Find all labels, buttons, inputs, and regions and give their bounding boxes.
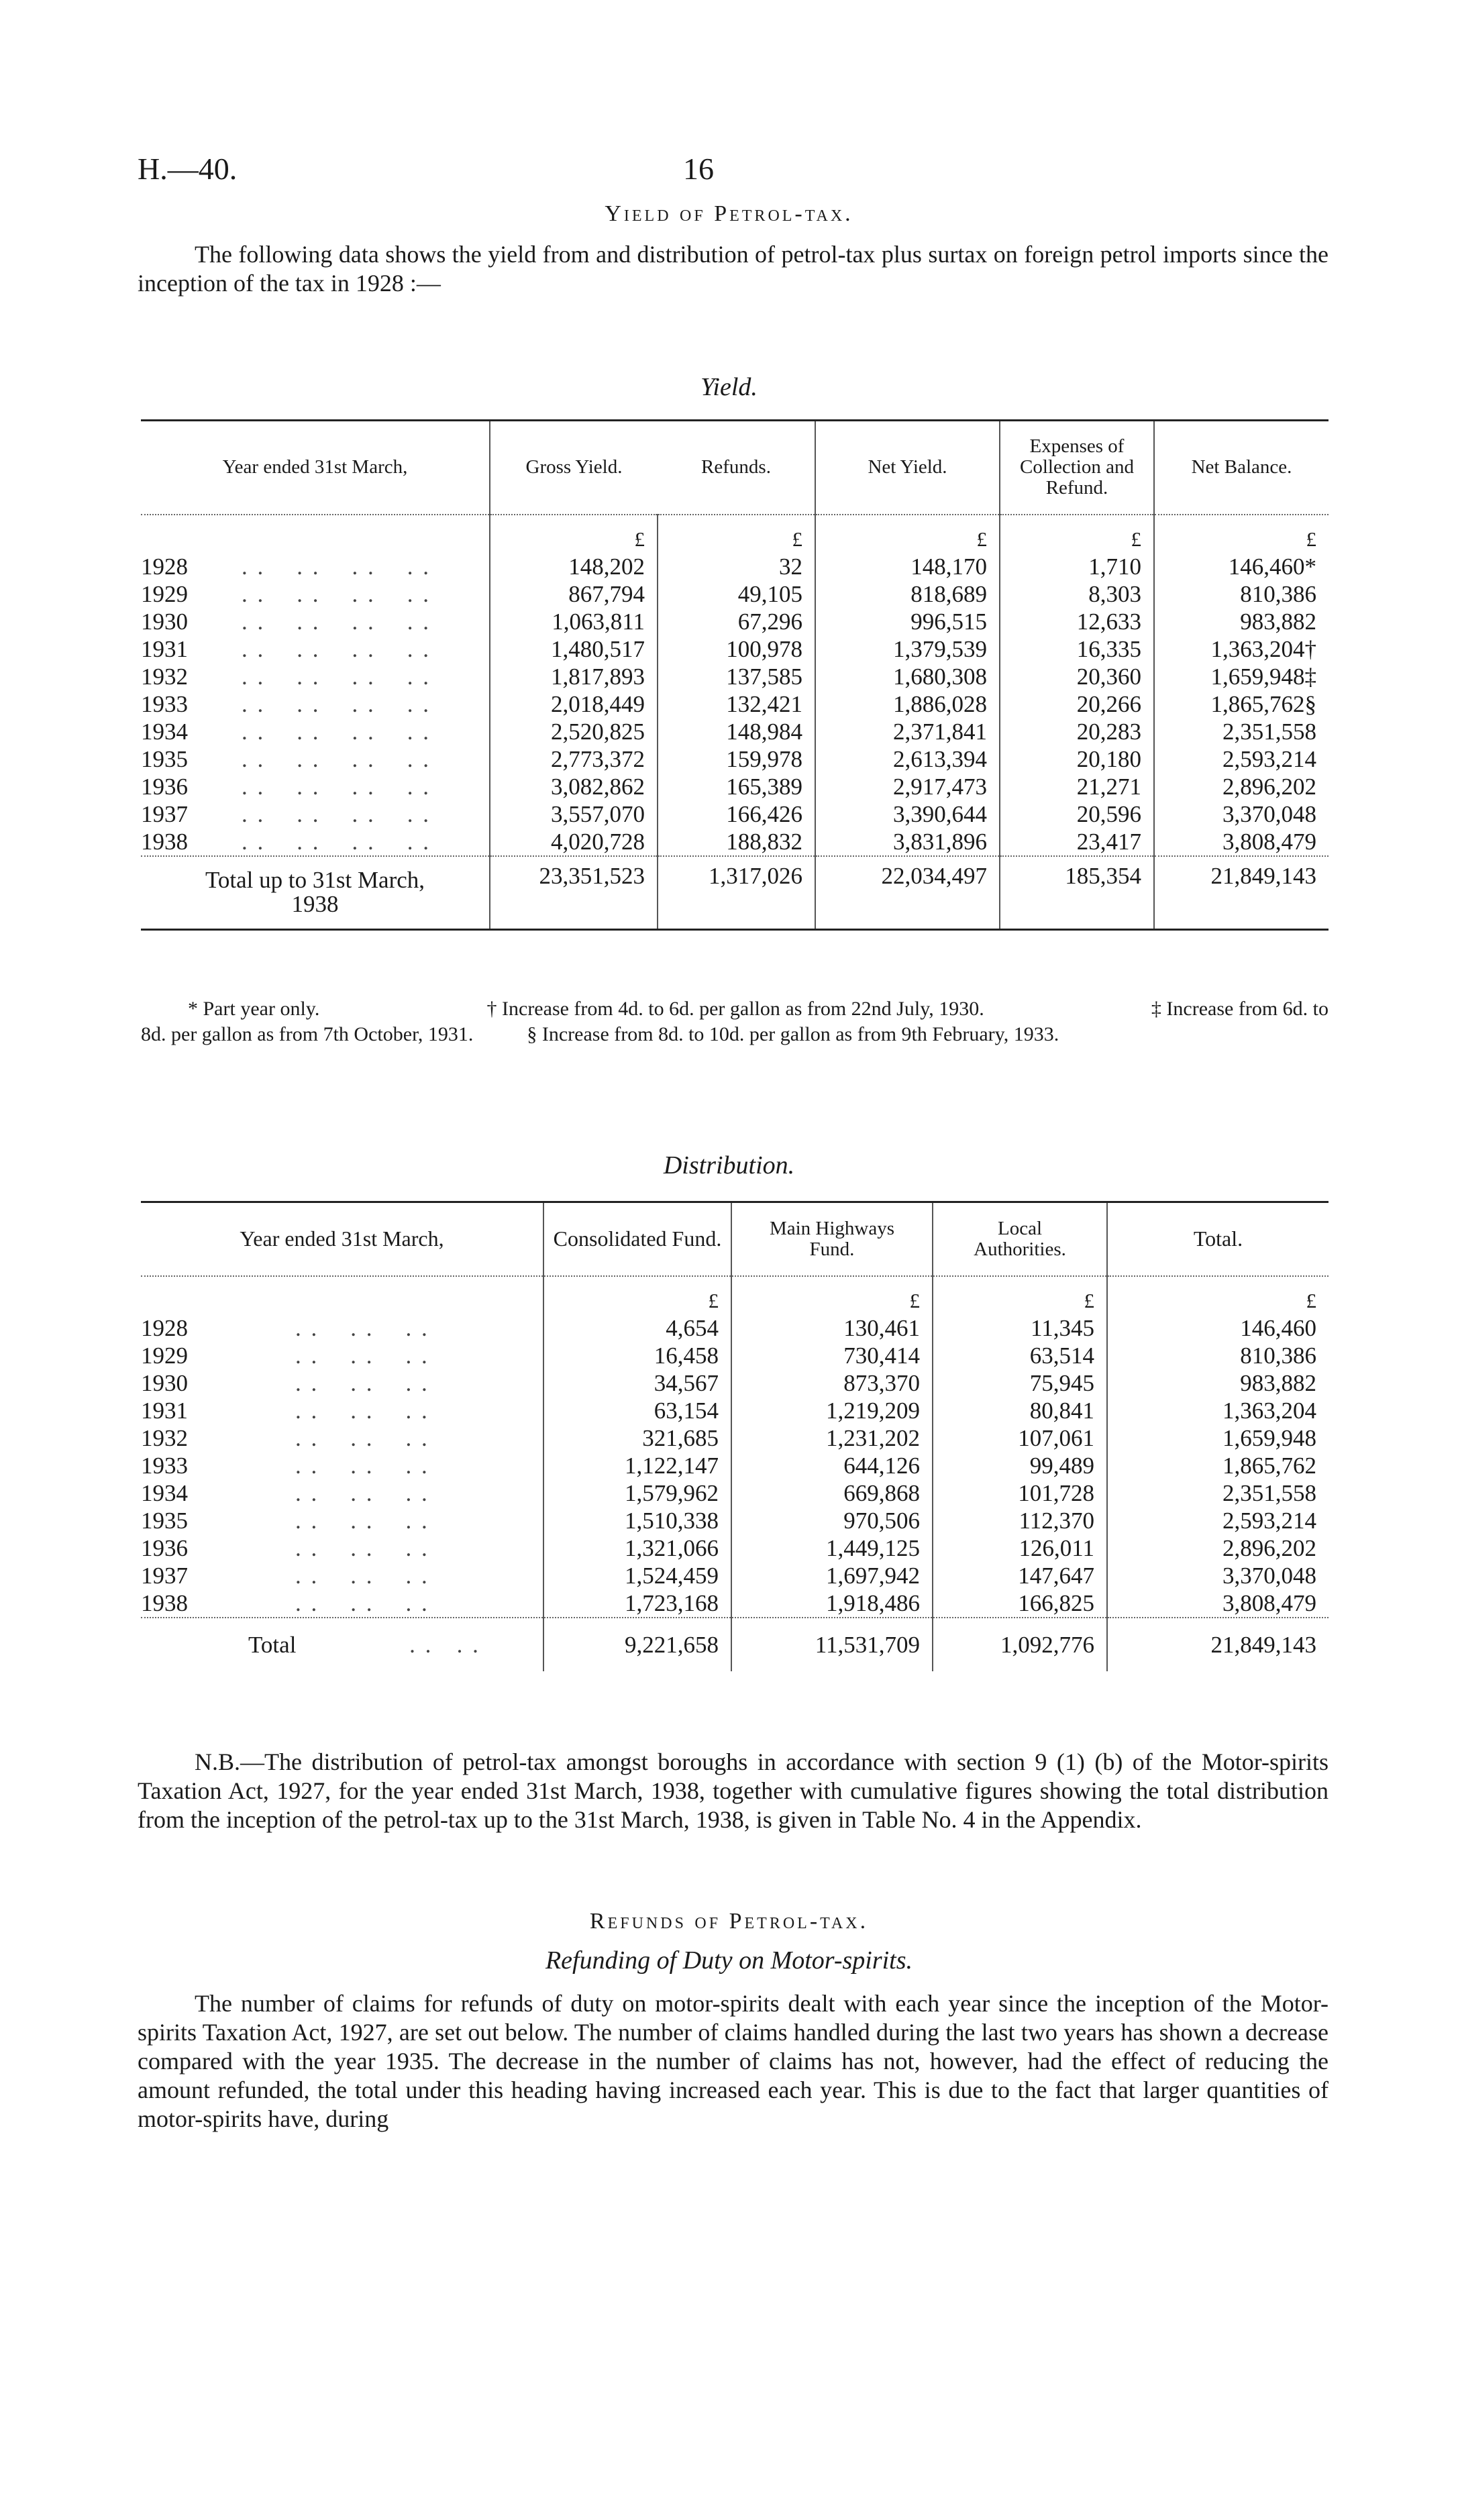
dist-row-year-cell: 1932 . . . . . . [141, 1424, 429, 1451]
dist-cell-total: 3,808,479 [1107, 1589, 1329, 1618]
dist-cell-highways: 1,449,125 [731, 1534, 933, 1562]
yield-cell-gross: 1,817,893 [490, 663, 658, 690]
dist-cell-local: 101,728 [933, 1479, 1107, 1507]
yield-row-year-cell: 1932 . . . . . . . . [141, 663, 431, 690]
currency-symbol: £ [490, 515, 658, 553]
yield-row [141, 745, 1329, 773]
dist-cell-highways: 1,231,202 [731, 1424, 933, 1452]
yield-cell-refunds: 165,389 [658, 773, 815, 800]
yield-total-label-line2: 1938 [291, 891, 339, 918]
dist-row-year-cell: 1931 . . . . . . [141, 1397, 429, 1424]
refunds-subtitle: Refunding of Duty on Motor-spirits. [545, 1946, 913, 1975]
dist-row-year: 1935 [141, 1507, 188, 1534]
dist-row-year: 1938 [141, 1589, 188, 1616]
dist-row-year-cell: 1934 . . . . . . [141, 1479, 429, 1506]
refunds-paragraph: The number of claims for refunds of duty on motor-spirits dealt with each year since the inception of the Motor-spirits Taxation Act, 1927, are set out below. The number of claims handled during the last two years has shown a decrease compared with the year 1935. The decrease in the number of claims has not, however, had the effect of reducing the amount refunded, the total under this heading having increased each year. This is due to the fact that larger quantities of motor-spirits have, during [138, 1990, 1329, 2132]
yield-row-year: 1931 [141, 635, 188, 662]
yield-row-year: 1936 [141, 773, 188, 800]
dist-row [141, 1507, 1329, 1534]
yield-cell-net: 2,613,394 [815, 745, 1000, 773]
yield-row-year-cell: 1938 . . . . . . . . [141, 828, 431, 855]
dist-cell-total: 2,593,214 [1107, 1507, 1329, 1534]
yield-cell-gross: 148,202 [490, 553, 658, 580]
dist-col-year: Year ended 31st March, [240, 1226, 444, 1251]
page-number: 16 [683, 152, 714, 186]
footnote-increase-1931-a: ‡ Increase from 6d. to [1151, 998, 1329, 1020]
dist-cell-local: 147,647 [933, 1562, 1107, 1589]
yield-cell-expenses: 20,266 [1000, 690, 1154, 718]
yield-row [141, 828, 1329, 856]
dist-row [141, 1314, 1329, 1342]
yield-cell-refunds: 49,105 [658, 580, 815, 608]
yield-row [141, 608, 1329, 635]
yield-row [141, 773, 1329, 800]
dist-row-year-cell: 1936 . . . . . . [141, 1534, 429, 1561]
yield-row [141, 553, 1329, 580]
dist-cell-highways: 669,868 [731, 1479, 933, 1507]
yield-cell-balance: 1,865,762§ [1154, 690, 1329, 718]
dist-cell-local: 99,489 [933, 1452, 1107, 1479]
dist-col-consolidated: Consolidated Fund. [543, 1202, 731, 1276]
yield-cell-balance: 2,896,202 [1154, 773, 1329, 800]
dist-cell-consolidated: 34,567 [543, 1369, 731, 1397]
yield-cell-refunds: 159,978 [658, 745, 815, 773]
dist-cell-local: 75,945 [933, 1369, 1107, 1397]
yield-cell-net: 996,515 [815, 608, 1000, 635]
dist-cell-local: 112,370 [933, 1507, 1107, 1534]
yield-cell-net: 3,390,644 [815, 800, 1000, 828]
currency-symbol: £ [815, 515, 1000, 553]
yield-subtitle: Yield. [700, 373, 758, 401]
currency-symbol: £ [1154, 515, 1329, 553]
dist-row [141, 1452, 1329, 1479]
dist-row-year-cell: 1930 . . . . . . [141, 1369, 429, 1396]
dist-row [141, 1479, 1329, 1507]
dist-cell-local: 80,841 [933, 1397, 1107, 1424]
yield-cell-balance: 810,386 [1154, 580, 1329, 608]
yield-cell-refunds: 148,984 [658, 718, 815, 745]
dist-cell-consolidated: 1,510,338 [543, 1507, 731, 1534]
yield-cell-expenses: 23,417 [1000, 828, 1154, 856]
distribution-note: N.B.—The distribution of petrol-tax amongst boroughs in accordance with section 9 (1) (b) of the Motor-spirits Taxation Act, 1927, for the year ended 31st March, 1938, together with cumulative figures showing the total distribution from the inception of the petrol-tax up to the 31st March, 1938, is given in Table No. 4 in the Appendix. [138, 1748, 1329, 1833]
dist-cell-local: 107,061 [933, 1424, 1107, 1452]
yield-total-label-line1: Total up to 31st March, [205, 867, 425, 894]
dist-cell-consolidated: 1,524,459 [543, 1562, 731, 1589]
dist-cell-total: 1,363,204 [1107, 1397, 1329, 1424]
dist-cell-local: 166,825 [933, 1589, 1107, 1618]
yield-cell-net: 2,371,841 [815, 718, 1000, 745]
yield-cell-expenses: 20,283 [1000, 718, 1154, 745]
dist-cell-total: 2,896,202 [1107, 1534, 1329, 1562]
yield-cell-refunds: 188,832 [658, 828, 815, 856]
yield-row-year-cell: 1933 . . . . . . . . [141, 690, 431, 717]
yield-row [141, 635, 1329, 663]
dist-row-year: 1937 [141, 1562, 188, 1589]
yield-cell-balance: 983,882 [1154, 608, 1329, 635]
yield-total-net: 22,034,497 [815, 856, 1000, 930]
dist-cell-highways: 1,918,486 [731, 1589, 933, 1618]
yield-row-year: 1933 [141, 690, 188, 717]
dist-row [141, 1424, 1329, 1452]
dist-cell-total: 1,865,762 [1107, 1452, 1329, 1479]
dist-cell-total: 3,370,048 [1107, 1562, 1329, 1589]
dist-cell-total: 983,882 [1107, 1369, 1329, 1397]
yield-cell-gross: 3,082,862 [490, 773, 658, 800]
currency-symbol: £ [658, 515, 815, 553]
dist-row-year-cell: 1938 . . . . . . [141, 1589, 429, 1616]
yield-cell-balance: 3,808,479 [1154, 828, 1329, 856]
yield-footnotes [141, 996, 1329, 1047]
yield-cell-balance: 2,351,558 [1154, 718, 1329, 745]
dist-row-year-cell: 1928 . . . . . . [141, 1314, 429, 1341]
dist-cell-consolidated: 1,321,066 [543, 1534, 731, 1562]
footnote-increase-1930: † Increase from 4d. to 6d. per gallon as from 22nd July, 1930. [486, 998, 984, 1020]
yield-cell-expenses: 8,303 [1000, 580, 1154, 608]
dist-cell-consolidated: 16,458 [543, 1342, 731, 1369]
currency-symbol: £ [1107, 1276, 1329, 1314]
footnote-part-year: * Part year only. [188, 998, 320, 1020]
dist-row-year: 1934 [141, 1479, 188, 1506]
refunds-section-title: Refunds of Petrol-tax. [589, 1909, 869, 1934]
yield-total-expenses: 185,354 [1000, 856, 1154, 930]
dist-cell-highways: 1,697,942 [731, 1562, 933, 1589]
distribution-table [141, 1201, 1329, 1671]
yield-row-year: 1932 [141, 663, 188, 690]
yield-row [141, 690, 1329, 718]
dist-row-year-cell: 1929 . . . . . . [141, 1342, 429, 1369]
yield-row-year-cell: 1937 . . . . . . . . [141, 800, 431, 827]
yield-col-balance: Net Balance. [1154, 421, 1329, 515]
dist-row [141, 1397, 1329, 1424]
dist-total-label: Total [248, 1631, 297, 1658]
yield-row-year: 1938 [141, 828, 188, 855]
dist-row-year: 1928 [141, 1314, 188, 1341]
dist-cell-highways: 644,126 [731, 1452, 933, 1479]
yield-cell-refunds: 166,426 [658, 800, 815, 828]
yield-row-year: 1935 [141, 745, 188, 772]
dist-cell-total: 1,659,948 [1107, 1424, 1329, 1452]
yield-cell-expenses: 16,335 [1000, 635, 1154, 663]
yield-cell-gross: 2,018,449 [490, 690, 658, 718]
yield-cell-gross: 4,020,728 [490, 828, 658, 856]
dist-cell-total: 810,386 [1107, 1342, 1329, 1369]
dist-row-year: 1931 [141, 1397, 188, 1424]
yield-cell-gross: 2,520,825 [490, 718, 658, 745]
dist-cell-highways: 1,219,209 [731, 1397, 933, 1424]
yield-row-year-cell: 1936 . . . . . . . . [141, 773, 431, 800]
dist-total-total: 21,849,143 [1107, 1618, 1329, 1671]
dist-row-year: 1929 [141, 1342, 188, 1369]
yield-cell-refunds: 32 [658, 553, 815, 580]
dist-col-local: Local Authorities. [933, 1202, 1107, 1276]
yield-cell-net: 3,831,896 [815, 828, 1000, 856]
currency-symbol: £ [543, 1276, 731, 1314]
yield-total-refunds: 1,317,026 [658, 856, 815, 930]
dist-col-total: Total. [1107, 1202, 1329, 1276]
yield-cell-expenses: 21,271 [1000, 773, 1154, 800]
yield-row-year: 1937 [141, 800, 188, 827]
yield-row-year-cell: 1928 . . . . . . . . [141, 553, 431, 580]
yield-total-label [141, 856, 490, 930]
yield-row-year: 1929 [141, 580, 188, 607]
yield-cell-expenses: 20,596 [1000, 800, 1154, 828]
yield-cell-gross: 1,480,517 [490, 635, 658, 663]
dist-row-year: 1933 [141, 1452, 188, 1479]
distribution-subtitle: Distribution. [663, 1151, 795, 1179]
yield-row [141, 800, 1329, 828]
yield-cell-refunds: 67,296 [658, 608, 815, 635]
dist-cell-consolidated: 1,723,168 [543, 1589, 731, 1618]
yield-row-year-cell: 1930 . . . . . . . . [141, 608, 431, 635]
dist-row [141, 1534, 1329, 1562]
yield-row-year: 1934 [141, 718, 188, 745]
yield-row-year-cell: 1931 . . . . . . . . [141, 635, 431, 662]
dist-row [141, 1589, 1329, 1618]
dist-cell-local: 63,514 [933, 1342, 1107, 1369]
dist-row-year: 1936 [141, 1534, 188, 1561]
yield-col-net: Net Yield. [815, 421, 1000, 515]
currency-symbol: £ [1000, 515, 1154, 553]
dist-total-local: 1,092,776 [933, 1618, 1107, 1671]
yield-row [141, 718, 1329, 745]
dist-cell-highways: 873,370 [731, 1369, 933, 1397]
dist-cell-highways: 970,506 [731, 1507, 933, 1534]
yield-cell-balance: 3,370,048 [1154, 800, 1329, 828]
yield-row-year: 1930 [141, 608, 188, 635]
dist-total-highways: 11,531,709 [731, 1618, 933, 1671]
yield-cell-refunds: 100,978 [658, 635, 815, 663]
dist-row-year-cell: 1937 . . . . . . [141, 1562, 429, 1589]
yield-cell-net: 1,886,028 [815, 690, 1000, 718]
yield-cell-refunds: 137,585 [658, 663, 815, 690]
yield-cell-balance: 1,659,948‡ [1154, 663, 1329, 690]
yield-cell-net: 818,689 [815, 580, 1000, 608]
dist-cell-highways: 730,414 [731, 1342, 933, 1369]
yield-cell-net: 1,680,308 [815, 663, 1000, 690]
yield-row-year-cell: 1934 . . . . . . . . [141, 718, 431, 745]
currency-symbol: £ [933, 1276, 1107, 1314]
dist-row [141, 1562, 1329, 1589]
dist-col-highways: Main Highways Fund. [731, 1202, 933, 1276]
dist-row [141, 1369, 1329, 1397]
yield-cell-net: 148,170 [815, 553, 1000, 580]
yield-row-year-cell: 1929 . . . . . . . . [141, 580, 431, 607]
dist-row-year-cell: 1935 . . . . . . [141, 1507, 429, 1534]
yield-cell-gross: 1,063,811 [490, 608, 658, 635]
yield-section-title: Yield of Petrol-tax. [605, 201, 853, 226]
yield-cell-balance: 2,593,214 [1154, 745, 1329, 773]
dist-cell-consolidated: 321,685 [543, 1424, 731, 1452]
yield-row-year: 1928 [141, 553, 188, 580]
yield-row [141, 580, 1329, 608]
yield-cell-balance: 1,363,204† [1154, 635, 1329, 663]
yield-cell-gross: 3,557,070 [490, 800, 658, 828]
dist-row-year-cell: 1933 . . . . . . [141, 1452, 429, 1479]
yield-cell-expenses: 20,180 [1000, 745, 1154, 773]
yield-cell-balance: 146,460* [1154, 553, 1329, 580]
yield-col-gross: Gross Yield. [490, 421, 658, 515]
dist-cell-local: 11,345 [933, 1314, 1107, 1342]
dist-cell-highways: 130,461 [731, 1314, 933, 1342]
dist-total-consolidated: 9,221,658 [543, 1618, 731, 1671]
yield-cell-expenses: 12,633 [1000, 608, 1154, 635]
yield-cell-expenses: 1,710 [1000, 553, 1154, 580]
yield-table [141, 419, 1329, 931]
yield-intro-paragraph: The following data shows the yield from and distribution of petrol-tax plus surtax on foreign petrol imports since the inception of the tax in 1928 :— [138, 241, 1329, 297]
yield-cell-gross: 2,773,372 [490, 745, 658, 773]
dist-cell-consolidated: 1,122,147 [543, 1452, 731, 1479]
dist-total-label-cell: Total . . . . [248, 1631, 480, 1658]
yield-col-refunds: Refunds. [701, 456, 771, 478]
dist-cell-consolidated: 4,654 [543, 1314, 731, 1342]
footnote-increase-1931-b: 8d. per gallon as from 7th October, 1931. [141, 1023, 474, 1045]
dist-cell-consolidated: 63,154 [543, 1397, 731, 1424]
dist-row [141, 1342, 1329, 1369]
dist-cell-total: 2,351,558 [1107, 1479, 1329, 1507]
yield-total-gross: 23,351,523 [490, 856, 658, 930]
yield-col-year: Year ended 31st March, [222, 456, 408, 478]
dist-cell-consolidated: 1,579,962 [543, 1479, 731, 1507]
footnote-increase-1933: § Increase from 8d. to 10d. per gallon as from 9th February, 1933. [527, 1023, 1059, 1045]
yield-cell-net: 2,917,473 [815, 773, 1000, 800]
yield-cell-gross: 867,794 [490, 580, 658, 608]
dist-row-year: 1930 [141, 1369, 188, 1396]
yield-cell-refunds: 132,421 [658, 690, 815, 718]
yield-row-year-cell: 1935 . . . . . . . . [141, 745, 431, 772]
yield-total-balance: 21,849,143 [1154, 856, 1329, 930]
currency-symbol: £ [731, 1276, 933, 1314]
yield-cell-expenses: 20,360 [1000, 663, 1154, 690]
yield-row [141, 663, 1329, 690]
yield-col-expenses: Expenses of Collection and Refund. [1000, 421, 1154, 515]
dist-cell-total: 146,460 [1107, 1314, 1329, 1342]
dist-cell-local: 126,011 [933, 1534, 1107, 1562]
page-reference: H.—40. [138, 152, 238, 186]
yield-cell-net: 1,379,539 [815, 635, 1000, 663]
dist-row-year: 1932 [141, 1424, 188, 1451]
